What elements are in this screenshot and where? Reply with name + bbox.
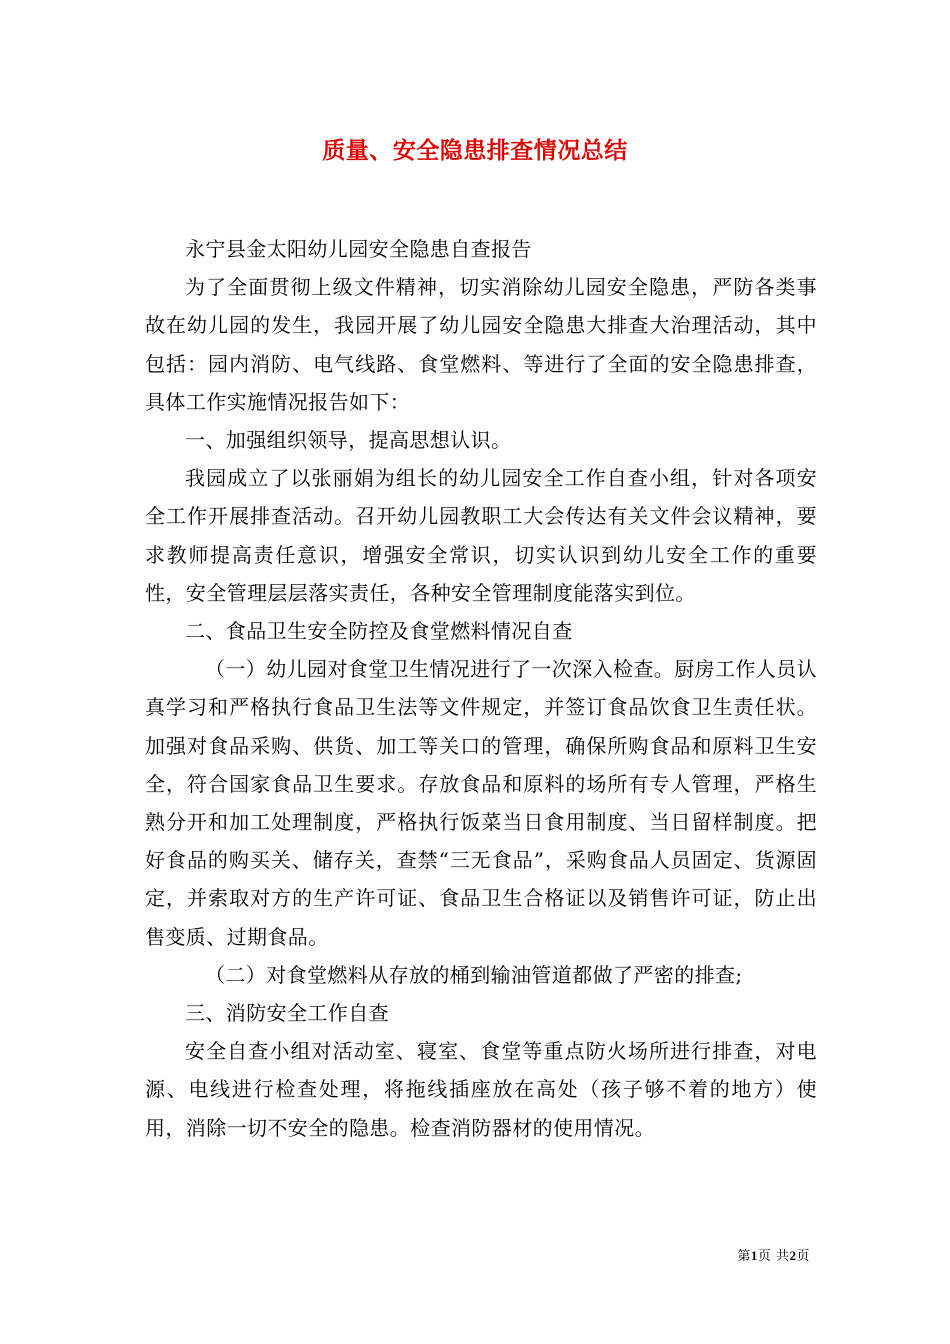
paragraph-intro: 为了全面贯彻上级文件精神，切实消除幼儿园安全隐患，严防各类事故在幼儿园的发生，我园开展了幼儿园安全隐患大排查大治理活动，其中包括：园内消防、电气线路、食堂燃料、等进行了全面的安全隐患排查，具体工作实施情况报告如下：: [145, 275, 817, 414]
footer-current-page: 1: [750, 1248, 758, 1263]
paragraph-report-heading: 永宁县金太阳幼儿园安全隐患自查报告: [185, 237, 532, 261]
footer-middle: 页 共: [757, 1249, 790, 1264]
page-footer: [737, 1245, 810, 1264]
document-title: 质量、安全隐患排查情况总结: [322, 137, 628, 164]
paragraph-food-hygiene: （一）幼儿园对食堂卫生情况进行了一次深入检查。厨房工作人员认真学习和严格执行食品卫生法等文件规定，并签订食品饮食卫生责任状。加强对食品采购、供货、加工等关口的管理，确保所购食品和原料卫生安全，符合国家食品卫生要求。存放食品和原料的场所有专人管理，严格生熟分开和加工处理制度，严格执行饭菜当日食用制度、当日留样制度。把好食品的购买关、储存关，查禁“三无食品”，采购食品人员固定、货源固定，并索取对方的生产许可证、食品卫生合格证以及销售许可证，防止出售变质、过期食品。: [145, 657, 817, 949]
footer-prefix: 第: [737, 1249, 751, 1264]
paragraph-fire-safety: 安全自查小组对活动室、寝室、食堂等重点防火场所进行排查，对电源、电线进行检查处理，将拖线插座放在高处（孩子够不着的地方）使用，消除一切不安全的隐患。检查消防器材的使用情况。: [145, 1039, 817, 1140]
document-body: [145, 230, 817, 1147]
section-heading-3: 三、消防安全工作自查: [185, 1001, 389, 1026]
paragraph-organization: 我园成立了以张丽娟为组长的幼儿园安全工作自查小组，针对各项安全工作开展排查活动。召开幼儿园教职工大会传达有关文件会议精神，要求教师提高责任意识，增强安全常识，切实认识到幼儿安全工作的重要性，安全管理层层落实责任，各种安全管理制度能落实到位。: [145, 466, 817, 605]
footer-total-pages: 2: [789, 1248, 797, 1263]
paragraph-fuel-check: （二）对食堂燃料从存放的桶到输油管道都做了严密的排查;: [205, 962, 743, 987]
section-heading-2: 二、食品卫生安全防控及食堂燃料情况自查: [185, 619, 573, 644]
section-heading-1: 一、加强组织领导，提高思想认识。: [185, 428, 512, 453]
footer-suffix: 页: [796, 1249, 810, 1264]
